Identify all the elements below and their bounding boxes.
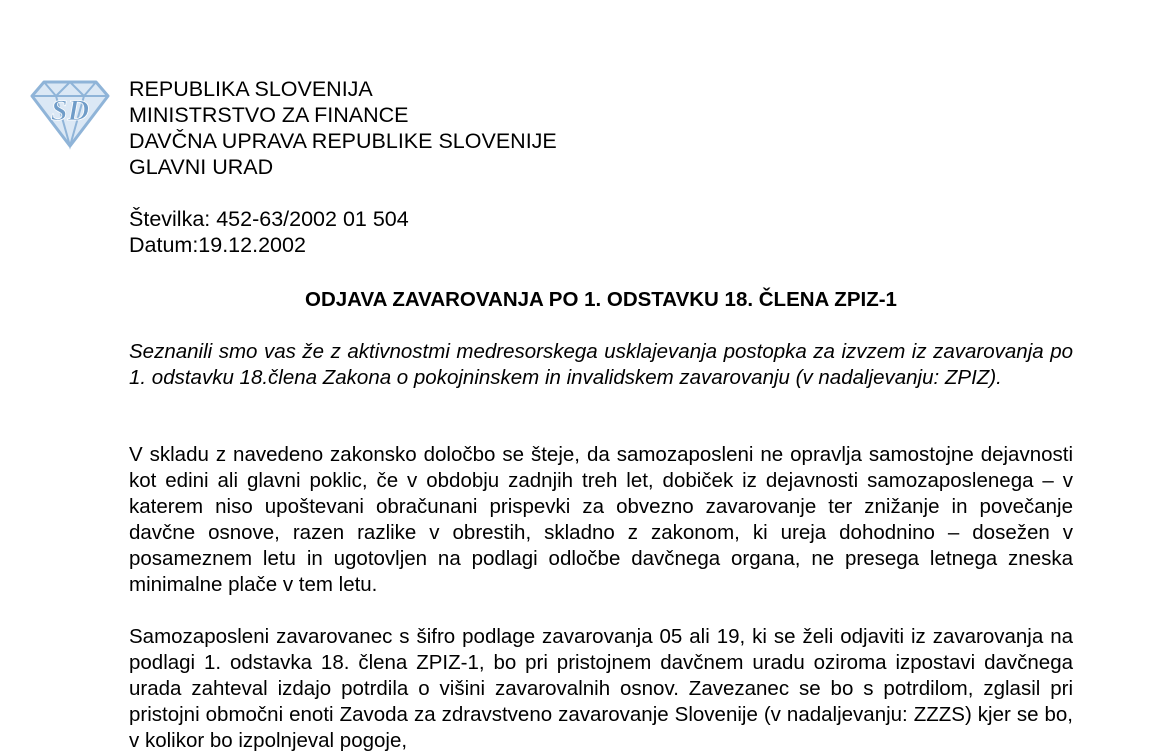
- letterhead-line-main-office: GLAVNI URAD: [129, 155, 274, 179]
- body-paragraph-legal-condition: V skladu z navedeno zakonsko določbo se šteje, da samozaposleni ne opravlja samostojne dejavnosti kot edini ali glavni poklic, če v obdobju zadnjih treh let, dobiček iz dejavnosti samozaposlenega – v katerem niso upoštevani obračunani prispevki za obvezno zavarovanje ter znižanje in povečanje davčne osnove, razen razlike v obrestih, skladno z zakonom, ki ureja dohodnino – dosežen v posameznem letu in ugotovljen na podlagi odločbe davčnega organa, ne presega letnega zneska minimalne plače v tem letu.: [129, 443, 1073, 596]
- letterhead: [129, 76, 557, 180]
- document-number: Številka: 452-63/2002 01 504: [129, 207, 409, 231]
- document-date: Datum:19.12.2002: [129, 233, 306, 257]
- logo-lettering: SD: [50, 94, 90, 127]
- intro-paragraph: Seznanili smo vas že z aktivnostmi medresorskega usklajevanja postopka za izvzem iz zavarovanja po 1. odstavku 18.člena Zakona o pokojninskem in invalidskem zavarovanju (v nadaljevanju: ZPIZ).: [129, 340, 1073, 389]
- body-paragraph-procedure: Samozaposleni zavarovanec s šifro podlage zavarovanja 05 ali 19, ki se želi odjaviti iz zavarovanja na podlagi 1. odstavka 18. člena ZPIZ-1, bo pri pristojnem davčnem uradu oziroma izpostavi davčnega urada zahteval izdajo potrdila o višini zavarovalnih osnov. Zavezanec se bo s potrdilom, zglasil pri pristojni območni enoti Zavoda za zdravstveno zavarovanje Slovenije (v nadaljevanju: ZZZS) kjer se bo, v kolikor bo izpolnjeval pogoje,: [129, 625, 1073, 752]
- tax-administration-logo: [28, 78, 112, 150]
- letterhead-line-tax-administration: DAVČNA UPRAVA REPUBLIKE SLOVENIJE: [129, 129, 557, 153]
- letterhead-line-ministry: MINISTRSTVO ZA FINANCE: [129, 103, 409, 127]
- letterhead-line-republic: REPUBLIKA SLOVENIJA: [129, 77, 373, 101]
- document-meta: [129, 206, 409, 258]
- document-title: ODJAVA ZAVAROVANJA PO 1. ODSTAVKU 18. ČLENA ZPIZ-1: [305, 288, 897, 311]
